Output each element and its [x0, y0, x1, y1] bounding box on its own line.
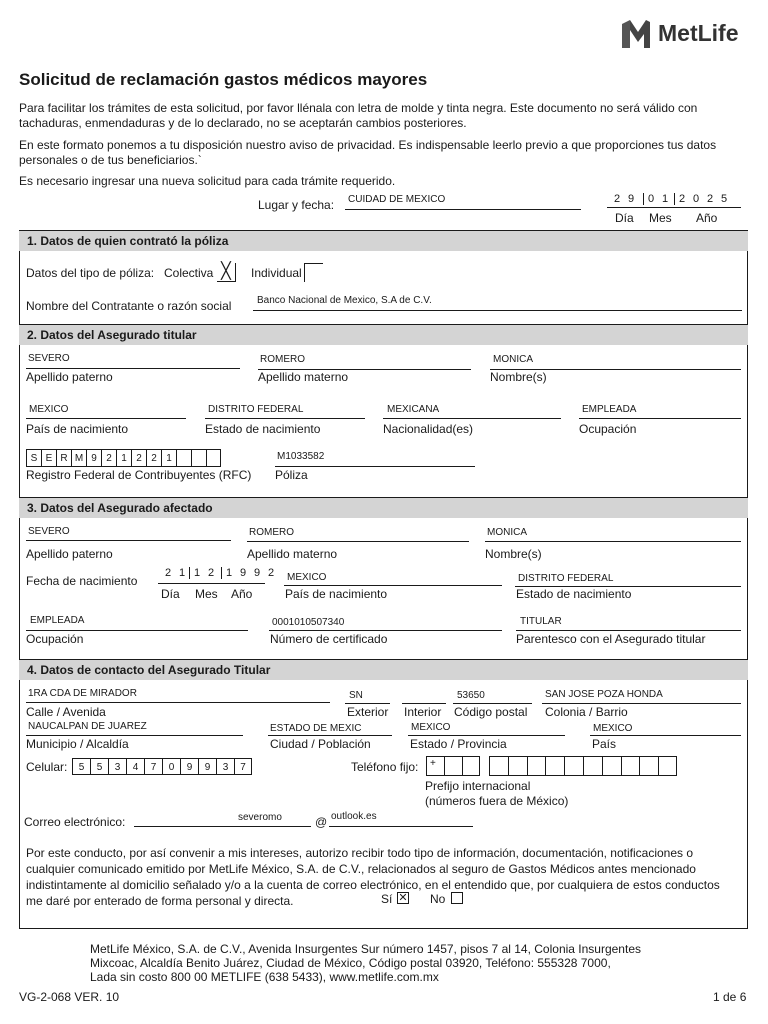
s2-ap-paterno-value[interactable]: SEVERO: [28, 353, 70, 364]
contratante-label: Nombre del Contratante o razón social: [26, 299, 232, 313]
place-value[interactable]: CUIDAD DE MEXICO: [348, 194, 446, 205]
s4-si-checkbox[interactable]: ✕: [398, 892, 408, 904]
s4-colonia-value[interactable]: SAN JOSE POZA HONDA: [545, 689, 663, 700]
month-label: Mes: [649, 211, 672, 225]
colectiva-label: Colectiva: [164, 266, 214, 280]
s2-rfc-label: Registro Federal de Contribuyentes (RFC): [26, 468, 252, 482]
s3-ap-paterno-label: Apellido paterno: [26, 547, 113, 561]
s3-nombre-value[interactable]: MONICA: [487, 527, 527, 538]
metlife-logo: [620, 18, 752, 50]
place-date-month[interactable]: 0 1: [643, 193, 672, 205]
s4-cp-label: Código postal: [454, 705, 528, 719]
contratante-value[interactable]: Banco Nacional de Mexico, S.A de C.V.: [257, 295, 432, 306]
s3-estado-label: Estado de nacimiento: [516, 587, 632, 601]
individual-label: Individual: [251, 266, 302, 280]
s3-year-label: Año: [231, 587, 253, 601]
s4-estado-label: Estado / Provincia: [410, 737, 507, 751]
s2-ap-materno-label: Apellido materno: [258, 370, 349, 384]
s3-ocupacion-label: Ocupación: [26, 632, 84, 646]
s3-ocupacion-value[interactable]: EMPLEADA: [30, 615, 85, 626]
s4-telefono-boxes[interactable]: [489, 756, 677, 776]
section-1-header: 1. Datos de quien contrató la póliza: [19, 231, 748, 251]
s2-ocupacion-label: Ocupación: [579, 422, 637, 436]
individual-checkbox[interactable]: [304, 263, 323, 282]
metlife-logo-icon: [620, 18, 652, 50]
s2-rfc-boxes[interactable]: S E R M 9 2 1 2 2 1: [26, 449, 221, 467]
s3-nombre-label: Nombre(s): [485, 547, 542, 561]
page-title: Solicitud de reclamación gastos médicos mayores: [19, 70, 428, 89]
s3-pais-label: País de nacimiento: [285, 587, 388, 601]
s3-day-label: Día: [161, 587, 180, 601]
place-date-day[interactable]: 2 9: [613, 193, 635, 205]
s4-estado-value[interactable]: MEXICO: [411, 722, 451, 733]
footer-form-code: VG-2-068 VER. 10: [19, 990, 120, 1004]
s3-birth-year[interactable]: 1 9 9 2: [221, 567, 278, 579]
s4-municipio-label: Municipio / Alcaldía: [26, 737, 129, 751]
s4-no-checkbox[interactable]: [451, 892, 463, 904]
s4-calle-value[interactable]: 1RA CDA DE MIRADOR: [28, 688, 137, 699]
s2-nombre-label: Nombre(s): [490, 370, 547, 384]
place-date-year[interactable]: 2 0 2 5: [674, 193, 731, 205]
s2-nacionalidad-value[interactable]: MEXICANA: [387, 404, 440, 415]
s2-nombre-value[interactable]: MONICA: [493, 354, 533, 365]
s4-exterior-label: Exterior: [347, 705, 389, 719]
s2-estado-value[interactable]: DISTRITO FEDERAL: [208, 404, 304, 415]
policy-type-label: Datos del tipo de póliza:: [26, 266, 155, 280]
footer-line-3: Lada sin costo 800 00 METLIFE (638 5433), www.metlife.com.mx: [90, 970, 439, 984]
s4-telefono-label: Teléfono fijo:: [351, 760, 419, 774]
s3-ap-materno-value[interactable]: ROMERO: [249, 527, 294, 538]
s2-ap-materno-value[interactable]: ROMERO: [260, 354, 305, 365]
s2-estado-label: Estado de nacimiento: [205, 422, 321, 436]
s2-poliza-label: Póliza: [275, 468, 308, 482]
section-2-header: 2. Datos del Asegurado titular: [19, 325, 748, 345]
s3-certificado-label: Número de certificado: [270, 632, 388, 646]
s4-celular-boxes[interactable]: 5 5 3 4 7 0 9 9 3 7: [72, 758, 252, 775]
s3-certificado-value[interactable]: 0001010507340: [272, 617, 345, 628]
s4-prefijo-label-1: Prefijo internacional: [425, 779, 531, 793]
footer-line-2: Mixcoac, Alcaldía Benito Juárez, Ciudad de México, Código postal 03920, Teléfono: 555328 7000,: [90, 956, 611, 970]
s3-ap-materno-label: Apellido materno: [247, 547, 338, 561]
s4-no-label: No: [430, 892, 446, 906]
footer-line-1: MetLife México, S.A. de C.V., Avenida Insurgentes Sur número 1457, pisos 7 al 14, Colonia Insurgentes: [90, 942, 641, 956]
s4-pais-label: País: [592, 737, 617, 751]
s4-correo-label: Correo electrónico:: [24, 815, 126, 829]
brand-name: MetLife: [658, 20, 739, 46]
day-label: Día: [615, 211, 634, 225]
s3-parentesco-label: Parentesco con el Asegurado titular: [516, 632, 706, 646]
place-date-label: Lugar y fecha:: [258, 198, 335, 212]
footer-page-number: 1 de 6: [713, 990, 747, 1004]
section-3-header: 3. Datos del Asegurado afectado: [19, 498, 748, 518]
year-label: Año: [696, 211, 718, 225]
s4-colonia-label: Colonia / Barrio: [545, 705, 628, 719]
s4-municipio-value[interactable]: NAUCALPAN DE JUAREZ: [28, 721, 147, 732]
s4-ciudad-label: Ciudad / Población: [270, 737, 371, 751]
s2-pais-label: País de nacimiento: [26, 422, 129, 436]
s3-pais-value[interactable]: MEXICO: [287, 572, 327, 583]
s4-correo-user[interactable]: severomo: [238, 812, 282, 823]
s2-ap-paterno-label: Apellido paterno: [26, 370, 113, 384]
s4-calle-label: Calle / Avenida: [26, 705, 106, 719]
s4-prefijo-boxes[interactable]: +: [426, 756, 480, 776]
s2-nacionalidad-label: Nacionalidad(es): [383, 422, 474, 436]
s3-month-label: Mes: [195, 587, 218, 601]
colectiva-checkbox[interactable]: ╳: [217, 263, 236, 282]
s3-fecha-label: Fecha de nacimiento: [26, 574, 138, 588]
s4-correo-at: @: [315, 815, 328, 829]
s4-ciudad-value[interactable]: ESTADO DE MEXIC: [270, 723, 362, 734]
s4-si-label: Sí: [381, 892, 393, 906]
s3-birth-day[interactable]: 2 1: [164, 567, 186, 579]
section-4-header: 4. Datos de contacto del Asegurado Titular: [19, 660, 748, 680]
s2-pais-value[interactable]: MEXICO: [29, 404, 69, 415]
s4-interior-label: Interior: [404, 705, 442, 719]
s4-prefijo-label-2: (números fuera de México): [425, 794, 569, 808]
s2-ocupacion-value[interactable]: EMPLEADA: [582, 404, 637, 415]
s3-birth-month[interactable]: 1 2: [189, 567, 218, 579]
s3-ap-paterno-value[interactable]: SEVERO: [28, 526, 70, 537]
s4-exterior-value[interactable]: SN: [349, 690, 363, 701]
s3-parentesco-value[interactable]: TITULAR: [520, 616, 562, 627]
intro-paragraph-1: Para facilitar los trámites de esta solicitud, por favor llénala con letra de molde y tinta negra. Este documento no será válido con tachaduras, enmendaduras y de lo declarado, no se aceptarán cambios posteriores.: [19, 101, 698, 130]
s4-celular-label: Celular:: [26, 760, 68, 774]
s3-estado-value[interactable]: DISTRITO FEDERAL: [518, 573, 614, 584]
intro-paragraph-3: Es necesario ingresar una nueva solicitud para cada trámite requerido.: [19, 174, 396, 188]
s4-consent-text: Por este conducto, por así convenir a mis intereses, autorizo recibir todo tipo de información, documentación, notificaciones o cualquier comunicado emitido por MetLife México, S.A. de C.V., relacionados al seguro de Gastos Médicos antes mencionado indistintamente al domicilio señalado y/o a la cuenta de correo electrónico, en el entendido que, por cualquiera de estos conductos me daré por enterado de forma personal y directa.: [26, 846, 720, 908]
s4-cp-value[interactable]: 53650: [457, 690, 485, 701]
s4-pais-value[interactable]: MEXICO: [593, 723, 633, 734]
s2-poliza-value[interactable]: M1033582: [277, 451, 325, 462]
intro-paragraph-2: En este formato ponemos a tu disposición nuestro aviso de privacidad. Es indispensable leerlo previo a que proporciones tus datos personales o de tus beneficiarios.`: [19, 138, 717, 167]
s4-correo-domain[interactable]: outlook.es: [331, 811, 377, 822]
